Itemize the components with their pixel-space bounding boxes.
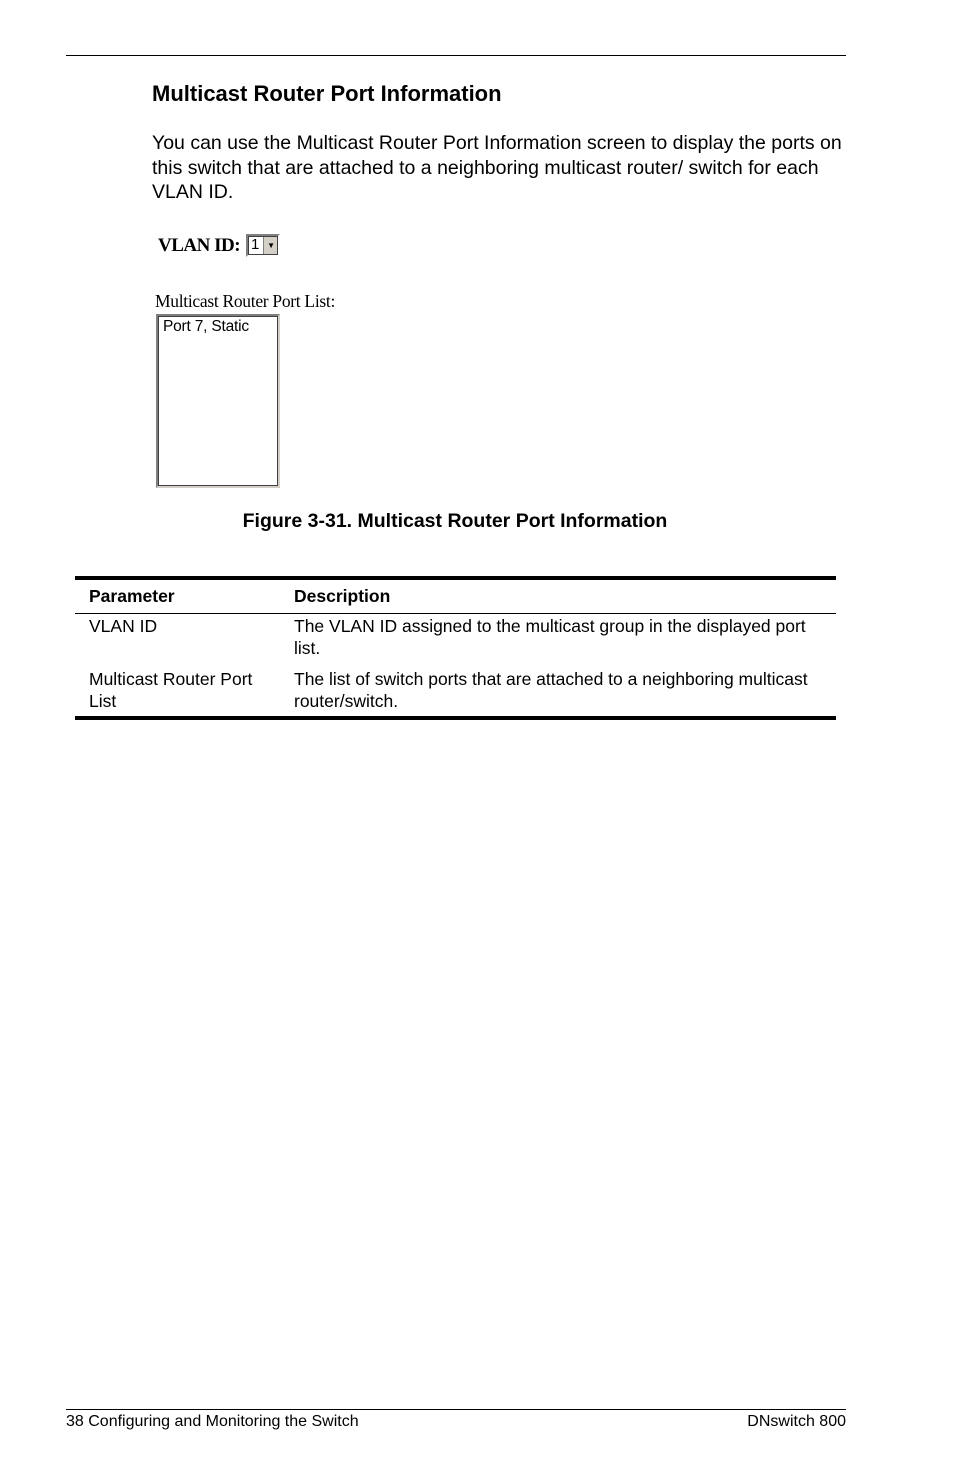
column-header-description: Description — [294, 586, 391, 606]
vlan-row — [158, 234, 280, 257]
table-cell-parameter: VLAN ID — [89, 616, 158, 636]
port-listbox[interactable] — [156, 314, 280, 488]
vlan-id-select[interactable] — [246, 234, 280, 257]
table-row — [75, 614, 836, 668]
footer-rule — [66, 1409, 846, 1410]
section-title: Multicast Router Port Information — [152, 81, 502, 106]
table-cell-description: The list of switch ports that are attached to a neighboring multicast router/switch. — [294, 669, 808, 711]
column-header-parameter: Parameter — [89, 586, 175, 606]
parameter-table — [75, 576, 836, 720]
table-cell-description: The VLAN ID assigned to the multicast group in the displayed port list. — [294, 616, 806, 658]
table-header-row — [75, 578, 836, 614]
list-item[interactable]: Port 7, Static — [163, 318, 249, 335]
port-list-label: Multicast Router Port List: — [155, 291, 336, 311]
intro-paragraph: You can use the Multicast Router Port Information screen to display the ports on this switch that are attached to a neighboring multicast router/ switch for each VLAN ID. — [152, 132, 842, 203]
table-row — [75, 667, 836, 718]
footer-product-name: DNswitch 800 — [747, 1413, 846, 1430]
chevron-down-icon[interactable]: ▼ — [263, 236, 278, 255]
figure-caption: Figure 3-31. Multicast Router Port Information — [242, 510, 668, 532]
table-cell-parameter: Multicast Router Port List — [89, 669, 253, 711]
vlan-id-label: VLAN ID: — [158, 234, 241, 256]
header-rule — [66, 55, 846, 56]
figure-screenshot — [155, 230, 375, 490]
footer-page-info: 38 Configuring and Monitoring the Switch — [66, 1413, 359, 1430]
vlan-id-value: 1 — [251, 236, 260, 253]
